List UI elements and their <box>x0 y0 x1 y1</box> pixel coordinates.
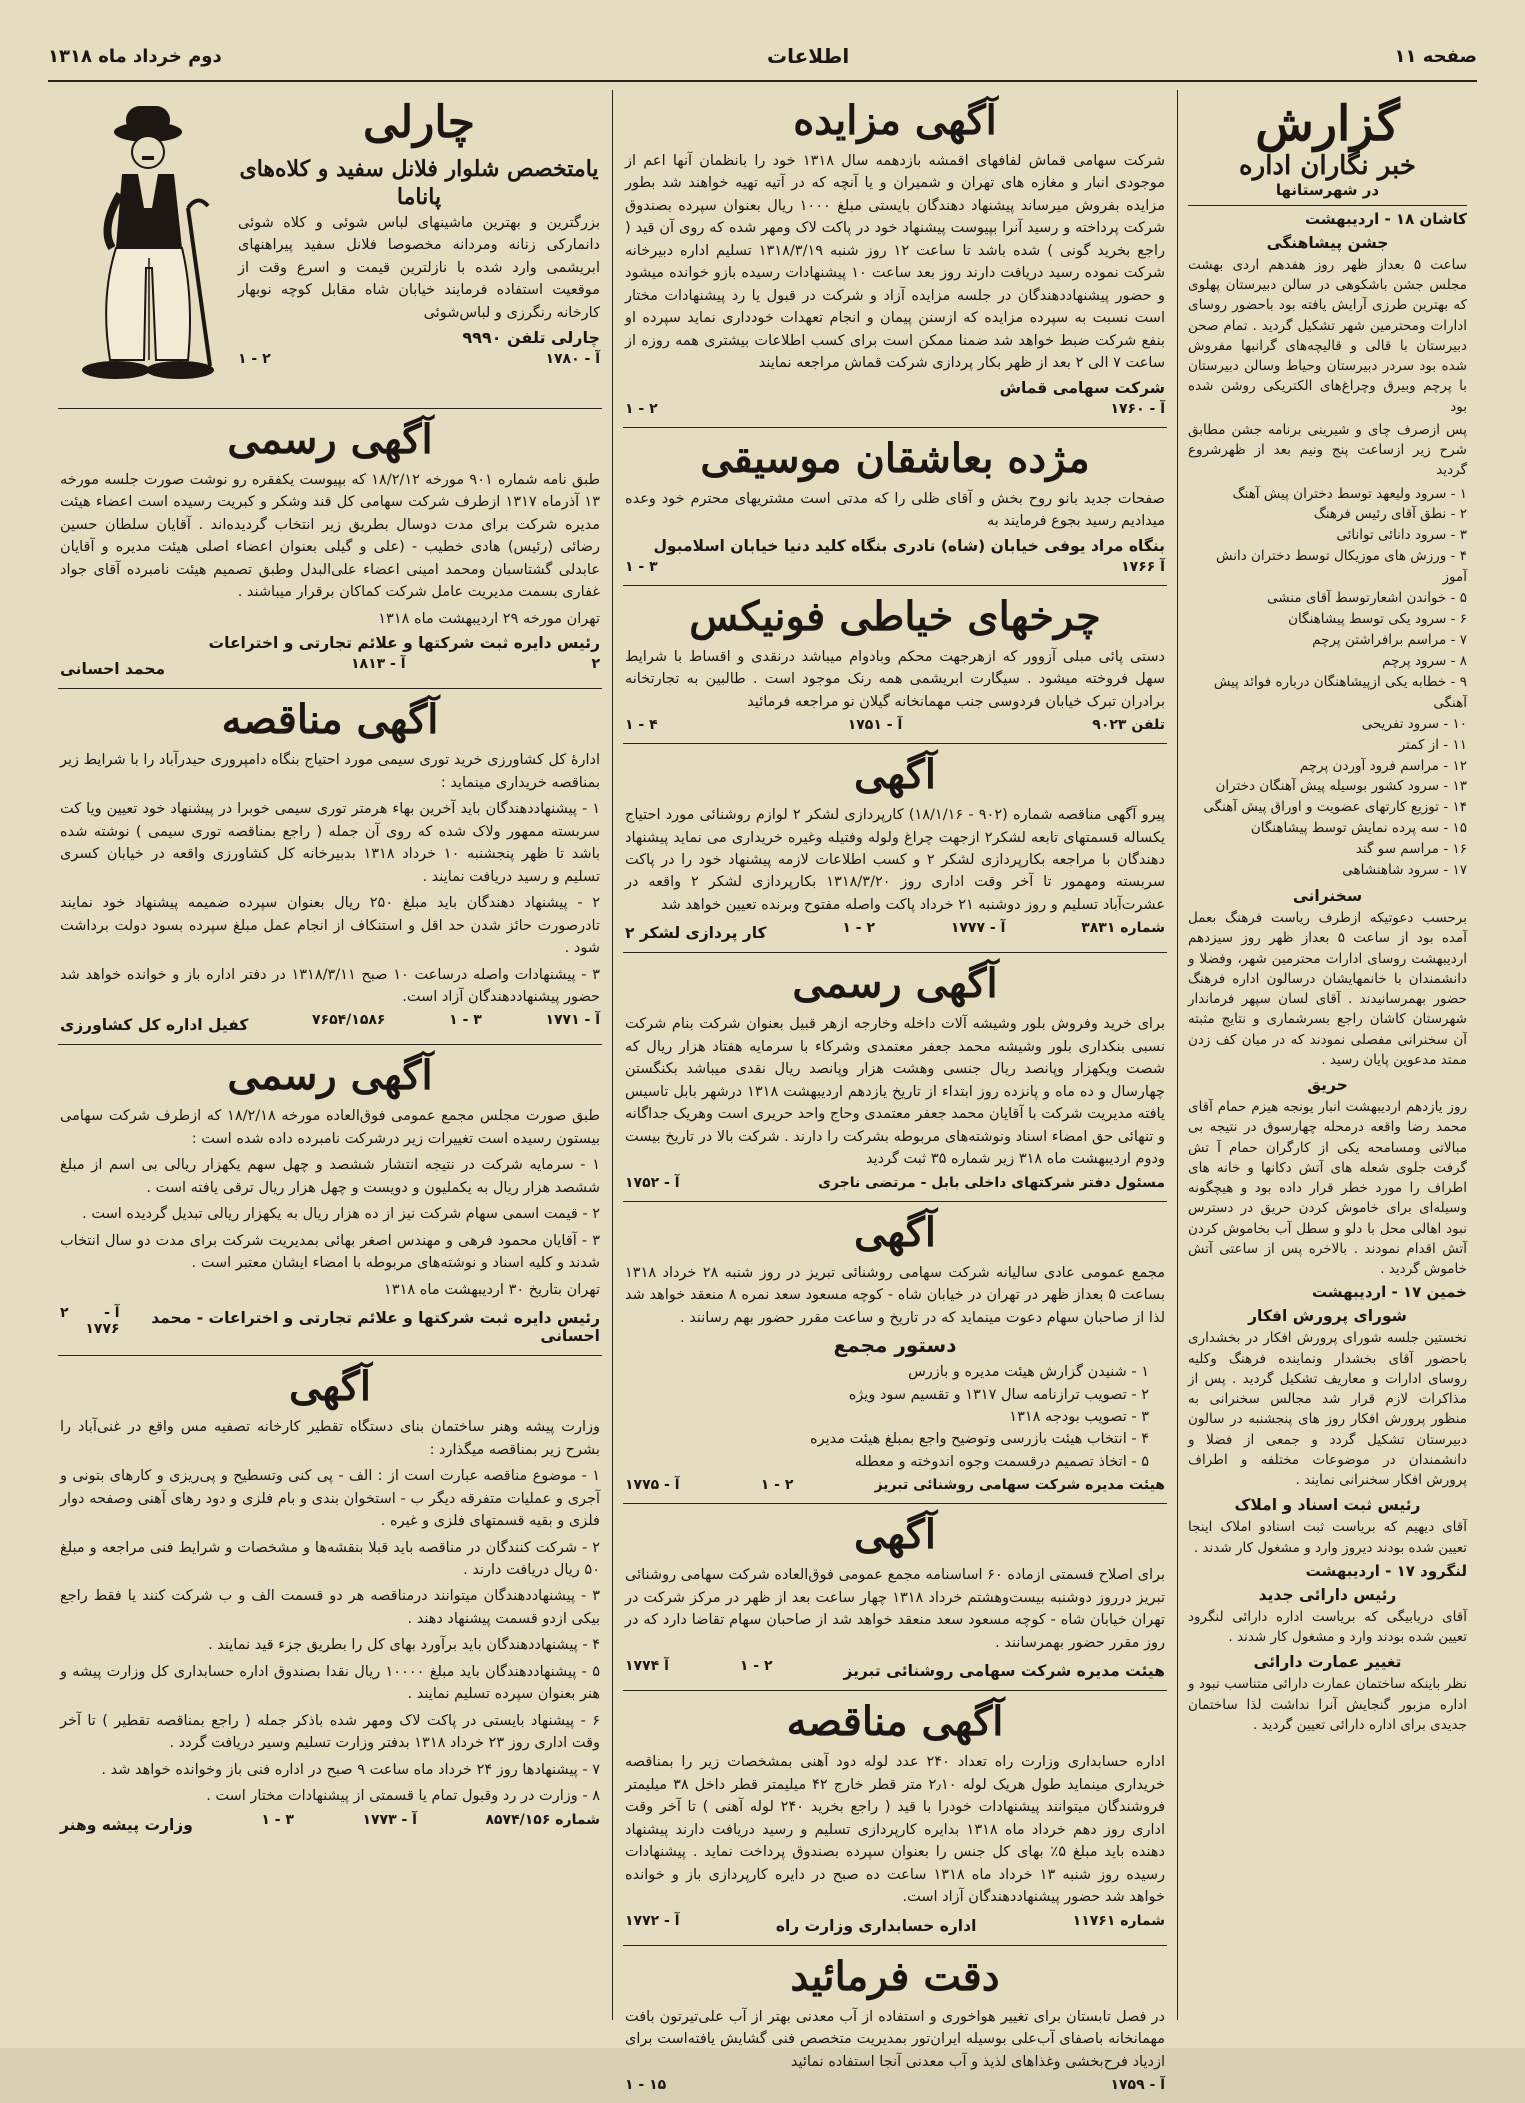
ad-text: برای اصلاح قسمتی ازماده ۶۰ اساسنامه مجمع عمومی فوق‌العاده شرکت سهامی روشنائی تبریز درروز دوشنبه بیست‌وهشتم خرداد ۱۳۱۸ چهار ساعت بعد از ظهر در مرکز شرکت در تهران خیابان شاه - کوچه مسعود سعد منعقد خواهد شد از صاحبان سهام تقاضا دارد که در روز مقرر حضور بهمرسانند . <box>625 1567 1166 1651</box>
ad-text: طبق صورت مجلس مجمع عمومی فوق‌العاده مورخه ۱۸/۲/۱۸ که ازطرف شرکت سهامی بیستون رسیده است تغییرات زیر درشرکت نامبرده داده شده است : <box>60 1108 600 1147</box>
ad-footer <box>625 1477 1165 1493</box>
registry-heading: رئیس ثبت اسناد و املاک <box>1234 1496 1421 1515</box>
ad-ref: ۷۶۵۴/۱۵۸۶ <box>312 1012 386 1029</box>
ad-text: طبق نامه شماره ۹۰۱ مورخه ۱۸/۲/۱۲ که بپیوست یکفقره رو نوشت صورت جلسه مورخه ۱۳ آذرماه ۱۳۱۷ ازطرف شرکت سهامی کل قند وشکر و کبریت رسیده است اعضاء هیئت مدیره شرکت برای مدت دوسال بطریق زیر انتخاب گردیده‌اند . آقایان سلطان حسین رضائی (رئیس) هادی خطیب - (علی و گیلی بعنوان اعضاء اصلی هیئت مدیره و آقایان عابدلی گشتاسبان ومحمد امینی اعضاء علی‌البدل وطبق تصمیم هیئت نامبرده آقای جواد غفاری بسمت مدیریت عامل شرکت کماکان برقرار میباشند . <box>60 472 600 601</box>
program-item: ۱۷ - سرود شاهنشاهی <box>1342 862 1467 879</box>
charlie-ad <box>58 90 602 409</box>
ad-date: تهران بتاریخ ۳۰ اردیبهشت ماه ۱۳۱۸ <box>384 1281 600 1298</box>
ad-title: آگهی <box>289 1363 371 1411</box>
ad-code: آ - ۱۷۷۲ <box>625 1912 680 1929</box>
ad-signature: اداره حسابداری وزارت راه <box>775 1916 977 1935</box>
program-item: ۱۳ - سرود کشور بوسیله پیش آهنگان دختران <box>1215 778 1467 795</box>
report-scope: در شهرستانها <box>1275 180 1380 199</box>
ad-signature: رئیس دایره ثبت شرکتها و علائم تجارتی و اختراعات - محمد احسانی <box>151 1309 600 1346</box>
ad-clause: ۱ - موضوع مناقصه عبارت است از : الف - پی کنی وتسطیح و پی‌ریزی و کارهای بتونی و آجری و عملیات متفرقه دیگر ب - استخوان بندی و بام فلزی و دود رهای آهنی وصفحه دوار فلزی و بقیه قسمتهای فلزی و غیره . <box>60 1468 600 1530</box>
building-text: نظر باینکه ساختمان عمارت دارائی متناسب نبود و اداره مزبور گنجایش آنرا نداشت لذا ساختمان جدیدی برای اداره دارائی تعیین گردید . <box>1188 1676 1467 1733</box>
masthead <box>48 38 1477 82</box>
ad-footer <box>625 2077 1165 2093</box>
program-list <box>1188 484 1467 882</box>
agenda-item: ۲ - تصویب ترازنامه سال ۱۳۱۷ و تقسیم سود ویژه <box>848 1386 1149 1403</box>
ad-footer <box>60 1305 600 1345</box>
ad-count: ۲ - ۱ <box>625 400 658 417</box>
program-item: ۱ - سرود ولیعهد توسط دختران پیش آهنگ <box>1232 485 1467 502</box>
ad-title: آگهی <box>854 1208 936 1256</box>
ad-footer <box>625 1658 1165 1680</box>
program-item: ۱۵ - سه پرده نمایش توسط پیشاهنگان <box>1250 820 1467 837</box>
report-column <box>1177 90 1477 2020</box>
ad-clause: ۲ - پیشنهاد دهندگان باید مبلغ ۲۵۰ ریال بعنوان سپرده ضمیمه پیشنهاد خود نمایند تادرصورت حائز شدن حد اقل و استنکاف از انجام عمل مبلغ سپرده بسود دولت برداشت شود . <box>60 895 600 957</box>
kashan-heading: جشن پیشاهنگی <box>1266 233 1389 252</box>
ad-count: ۲ - ۱ <box>842 920 876 937</box>
official-assembly-ad <box>58 1045 602 1356</box>
report-header <box>1188 90 1467 206</box>
official-ad <box>623 953 1167 1201</box>
ad-code: آ ۱۷۷۴ <box>625 1658 669 1675</box>
ad-code: آ - ۱۷۸۰ <box>545 351 600 368</box>
attention-ad <box>623 1946 1167 2103</box>
building-heading: تغییر عمارت دارائی <box>1253 1653 1402 1672</box>
ad-text: دستی پائی مبلی آزوور که ازهرجهت محکم وبادوام میباشد درنقدی و اقساط با شرایط سهل فروخته میشود . سیگارت ابریشمی همه رنک موجود است . طالبین به تجارتخانه برادران تبرک خیابان فردوسی جنب مهمانخانه گیلان نو مراجعه فرمائید <box>625 648 1165 710</box>
fire-heading: حریق <box>1307 1076 1348 1095</box>
accounting-tender-ad <box>623 1691 1167 1945</box>
ad-count: ۲ <box>60 1305 69 1322</box>
ad-text: اداره حسابداری وزارت راه تعداد ۲۴۰ عدد لوله دود آهنی بمشخصات زیر را بمناقصه خریداری مینماید طول هریک لوله ۲٫۱۰ متر قطر خارج ۴۲ میلیمتر قطر داخل ۳۸ میلیمتر فروشندگان میتوانند پیشنهادات خودرا با قید ( راجع بخرید ۲۴۰ لوله آهنی ) تا آخر وقت اداری روز دهم خرداد ماه ۱۳۱۸ بدایره کارپردازی تسلیم و رسید دریافت دارند پیشنهاد دهنده باید مبلغ ۵٪ بهای کل جنس را بعنوان سپرده بصندوق پرداخت نماید . پیشنهادات رسیده روز شنبه ۱۳ خرداد ماه ۱۳۱۸ ساعت ده صبح در دایره کارپردازی باز و خوانده خواهد شد حضور پیشنهاددهندگان آزاد است. <box>625 1754 1166 1906</box>
ad-footer <box>60 1012 600 1034</box>
ad-footer <box>625 1913 1165 1935</box>
agenda-title: دستور مجمع <box>833 1333 957 1358</box>
ad-clause: ۱ - پیشنهاددهندگان باید آخرین بهاء هرمتر توری سیمی خوبرا در پیشنهاد خود تعیین ویا کت سربسته ممهور ولاک شده که روی آن جمله ( راجع بمناقصه توری سیمی ) نوشته شده باشد تا ظهر پنجشنبه ۱۰ خرداد ۱۳۱۸ بدبیرخانه کل کشاورزی واقعه در خیابان کسری تسلیم و رسید دریافت نمایند . <box>60 801 601 885</box>
ad-count: ۳ - ۱ <box>449 1012 482 1029</box>
ad-signature: شرکت سهامی قماش <box>999 378 1165 397</box>
ad-clause: ۳ - پیشنهادات واصله درساعت ۱۰ صبح ۱۳۱۸/۳/۱۱ در دفتر اداره باز و خوانده خواهد شد حضور پیشنهاددهندگان آزاد است. <box>60 966 600 1005</box>
paper-name: اطلاعات <box>767 44 850 68</box>
registry-text: آقای دیهیم که بریاست ثبت اسنادو املاک اینجا تعیین شده بودند دیروز وارد و مشغول کار شدند . <box>1188 1519 1467 1556</box>
ad-signature: بنگاه مراد یوفی خیابان (شاه) نادری بنگاه کلید دنیا خیابان اسلامبول <box>653 536 1165 555</box>
ad-signature: هیئت مدیره شرکت سهامی روشنائی تبریز <box>843 1662 1165 1681</box>
kashan-intro: پس ازصرف چای و شیرینی برنامه جشن مطابق شرح زیر ازساعت پنج ونیم بعد از ظهرشروع گردید <box>1188 421 1467 479</box>
ad-text: در فصل تابستان برای تغییر هواخوری و استفاده از آب معدنی بهتر از آب علی‌تیرتون بافت مهمانخانه باصفای آب‌علی بوسیله ایران‌تور بمدیریت متخصص فنی گشایش یافته‌است برای ازدیاد فرح‌بخشی وغذاهای لذیذ و آب معدنی آنجا استفاده نمائید <box>625 2008 1165 2070</box>
ad-count: ۲ - ۱ <box>238 351 271 368</box>
columns <box>48 90 1477 2093</box>
langrud-dateline: لنگرود ۱۷ - اردیبهشت <box>1305 1561 1467 1580</box>
ad-title: آگهی رسمی <box>227 1052 433 1100</box>
kashan-text: ساعت ۵ بعداز ظهر روز هفدهم اردی بهشت مجلس جشن باشکوهی در سالن دبیرستان پهلوی که بهترین طرزی آرایش یافته بود باحضور روسای ادارات ومحترمین شهر تشکیل گردید . تمام صحن دبیرستان با قالی و قالیچه‌های گرانبها مفروش شده بود سردر دبیرستان وحیاط وسالن دبیرستان با پرچم وبیرق وچراغ‌های الکتریکی روشن شده بود <box>1188 256 1467 415</box>
charlie-tagline: یامتخصص شلوار فلانل سفید و کلاه‌های پاناما <box>239 155 599 211</box>
ad-clause: ۵ - پیشنهاددهندگان باید مبلغ ۱۰۰۰۰ ریال نقدا بصندوق اداره حسابداری کل وزارت پیشه و هنر بعنوان سپرده تسلیم نمایند . <box>60 1663 600 1703</box>
finance-text: آقای دریابیگی که بریاست اداره دارائی لنگرود تعیین شده بودند وارد و مشغول کار شدند . <box>1188 1608 1467 1646</box>
ad-clause: ۷ - پیشنهادها روز ۲۴ خرداد ماه ساعت ۹ صبح در اداره فنی باز وخوانده خواهد شد . <box>101 1761 600 1778</box>
report-building <box>1188 1653 1467 1735</box>
ad-code: آ - ۱۷۷۵ <box>625 1477 680 1494</box>
ministry-tender-ad <box>58 1356 602 1844</box>
ad-code: آ - ۱۷۷۷ <box>950 920 1006 937</box>
report-council <box>1188 1307 1467 1490</box>
report-speech <box>1188 887 1467 1070</box>
council-text: نخستین جلسه شورای پرورش افکار در بخشداری باحضور آقای بخشدار ونماینده فرهنگ وکلیه روسای ادارات و معاریف تشکیل گردید . پس از مذاکرات لازم قرار شد مجالس سخنرانی به منظور پرورش افکار روز های پنجشنبه در سالون دبیرستان تشکیل گردد و جمعی از فضلا و دانشمندان در موضوعات مختلفه و اطراف پرورش افکار سخنرانی نمایند . <box>1188 1330 1467 1489</box>
ad-count: ۳ - ۱ <box>261 1811 294 1828</box>
middle-column <box>612 90 1177 2093</box>
kashan-dateline: کاشان ۱۸ - اردیبهشت <box>1304 209 1467 228</box>
ad-footer <box>60 656 600 678</box>
ad-title: دقت فرمائید <box>790 1952 1000 2000</box>
ad-phone: تلفن ۹۰۲۳ <box>1092 717 1165 734</box>
program-item: ۱۱ - از کمتر <box>1398 736 1467 753</box>
tabriz-meeting-ad <box>623 1202 1167 1505</box>
ad-footer <box>625 1175 1165 1191</box>
program-item: ۲ - نطق آقای رئیس فرهنگ <box>1313 506 1467 523</box>
ad-code: آ - ۱۷۶۰ <box>1110 400 1165 417</box>
program-item: ۱۰ - سرود تفریحی <box>1361 715 1467 732</box>
report-registry <box>1188 1496 1467 1580</box>
program-item: ۳ - سرود دانائی توانائی <box>1336 527 1467 544</box>
charlie-text-block <box>238 98 600 367</box>
ad-count: ۳ - ۱ <box>625 558 658 575</box>
ad-signature: کفیل اداره کل کشاورزی <box>60 1016 249 1035</box>
ad-title: آگهی رسمی <box>227 416 433 463</box>
agenda-item: ۵ - اتخاذ تصمیم درقسمت وجوه اندوخته و معطله <box>854 1453 1149 1470</box>
charlie-phone: چارلی تلفن ۹۹۹۰ <box>462 328 600 348</box>
charlie-chaplin-illustration <box>60 98 230 398</box>
ad-clause: ۸ - وزارت در رد وقبول تمام یا قسمتی از پیشنهادات مختار است . <box>206 1788 600 1805</box>
program-item: ۱۶ - مراسم سو گند <box>1355 841 1467 858</box>
ad-count: ۲ - ۱ <box>739 1658 773 1675</box>
ad-title: مژده بعاشقان موسیقی <box>700 434 1090 482</box>
council-heading: شورای پرورش افکار <box>1248 1307 1407 1326</box>
ad-text: پیرو آگهی مناقصه شماره (۹۰۲ - ۱۸/۱/۱۶) کارپردازی لشکر ۲ لوازم روشنائی مورد احتیاج یکساله قسمتهای تابعه لشکر۲ ازجهت چراغ ولوله وفتیله وغیره خریداری می نماید پیشنهاد دهندگان با مراجعه بکارپردازی لشکر ۲ و کسب اطلاعات لازمه پیشنهاد خود را در پاکت سربسته ومهمور تا آخر وقت اداری روز ۱۳۱۸/۳/۲۰ بکارپردازی لشکر ۲ واقعه در عشرت‌آباد تسلیم و روز دوشنبه ۲۱ خرداد پاکت واصله مفتوح وبرنده تعیین خواهد شد <box>625 807 1165 913</box>
agri-tender-ad <box>58 689 602 1045</box>
ad-ref: شماره ۱۱۷۶۱ <box>1072 1912 1165 1929</box>
finance-heading: رئیس دارائی جدید <box>1258 1585 1397 1604</box>
ad-clause: ۴ - پیشنهاددهندگان باید برآورد بهای کل را بطریق جزء قید نمایند . <box>208 1637 600 1654</box>
ad-code: آ - ۱۷۵۲ <box>625 1174 680 1191</box>
ad-ref: شماره ۳۸۳۱ <box>1081 920 1165 937</box>
ad-clause: ۳ - آقایان محمود فرهی و مهندس اصغر بهائی بمدیریت شرکت برای مدت دو سال انتخاب شدند و کلیه اسناد و نوشته‌های مربوطه با امضاء ایشان معتبر است . <box>60 1232 600 1272</box>
ad-title: آگهی مناقصه <box>786 1698 1004 1746</box>
report-subtitle: خبر نگاران اداره <box>1239 150 1416 181</box>
program-item: ۵ - خواندن اشعارتوسط آقای منشی <box>1267 590 1467 607</box>
page-number: صفحه ۱۱ <box>1394 45 1477 67</box>
ad-count: ۲ <box>591 656 600 673</box>
agenda-item: ۱ - شنیدن گزارش هیئت مدیره و بازرس <box>908 1364 1149 1381</box>
agenda-item: ۴ - انتخاب هیئت بازرسی وتوضیح واجع بمبلغ هیئت مدیره <box>810 1431 1149 1448</box>
ad-footer <box>238 351 600 367</box>
speech-heading: سخنرانی <box>1292 887 1363 906</box>
army-notice-ad <box>623 744 1167 953</box>
ad-code: آ - ۱۷۷۶ <box>85 1305 120 1338</box>
ad-title: آگهی مزایده <box>793 97 997 144</box>
ad-footer <box>625 559 1165 575</box>
ad-code: آ - ۱۷۷۱ <box>545 1012 600 1029</box>
ad-clause: ۲ - شرکت کنندگان در مناقصه باید قبلا بنقشه‌ها و مشخصات و شرایط فنی مراجعه و مبلغ ۵۰ ریال دریافت دارند . <box>60 1539 600 1578</box>
ad-signature: وزارت پیشه وهنر <box>60 1815 193 1834</box>
ad-text: ادارهٔ کل کشاورزی خرید توری سیمی مورد احتیاج بنگاه دامپروری حیدرآباد را با شرایط زیر بمناقصه خریداری مینماید : <box>60 752 600 791</box>
ad-code: آ - ۱۷۵۹ <box>1110 2076 1165 2093</box>
auction-ad <box>623 90 1167 428</box>
program-item: ۴ - ورزش های موزیکال توسط دختران دانش آموز <box>1215 548 1467 586</box>
ad-signature: کار پردازی لشکر ۲ <box>625 924 767 943</box>
program-item: ۱۲ - مراسم فرود آوردن پرچم <box>1299 757 1467 774</box>
ad-text: وزارت پیشه وهنر ساختمان بنای دستگاه تقطیر کارخانه تصفیه مس واقع در غنی‌آباد را بشرح زیر بمناقصه میگذارد : <box>60 1419 600 1458</box>
phoenix-ad <box>623 586 1167 744</box>
ad-clause: ۶ - پیشنهاد بایستی در پاکت لاک ومهر شده باذکر جمله ( راجع بمناقصه تقطیر ) تا آخر وقت اداری روز ۲۳ خرداد ۱۳۱۸ بدفتر وزارت تسلیم وسیر دریافت گردد . <box>60 1712 600 1752</box>
tabriz-extra-ad <box>623 1504 1167 1691</box>
ad-ref: شماره ۸۵۷۴/۱۵۶ <box>485 1811 600 1828</box>
music-ad <box>623 428 1167 586</box>
program-item: ۱۴ - توزیع کارتهای عضویت و اوراق پیش آهنگی <box>1203 799 1467 816</box>
ad-title: آگهی <box>854 751 936 799</box>
ad-text: برای خرید وفروش بلور وشیشه آلات داخله وخارجه ازهر قبیل بعنوان شرکت بنام شرکت نسبی بنکداری بلور وشیشه محمد جعفر معتمدی وشرکاء با سرمایه هفتاد هزار ریال که شصت ویکهزار وپانصد ریال جنسی وهشت هزار وپانصد ریال نقدی میباشد بکنگستن چهارسال و ده ماه و پانزده روز ابتداء از تاریخ یازدهم اردیبهشت ۱۳۱۸ درشهر بابل تاسیس یافته مدیریت شرکت با آقایان محمد جعفر معتمدی وحاج واحد حریری است وهریک جداگانه و تنهائی حق امضاء اسناد ونوشته‌های مربوطه بشرکت را دارند . شرکت بالا در تاریخ بیست ودوم اردیبهشت ماه ۳۱۸ زیر شماره ۳۵ ثبت گردید <box>625 1016 1165 1168</box>
ad-title: آگهی رسمی <box>792 960 998 1008</box>
ad-count: ۱۵ - ۱ <box>625 2076 667 2093</box>
ad-clause: ۲ - قیمت اسمی سهام شرکت نیز از ده هزار ریال به یکهزار ریالی تبدیل گردیده است . <box>82 1206 600 1223</box>
ad-text: مجمع عمومی عادی سالیانه شرکت سهامی روشنائی تبریز در روز شنبه ۲۸ خرداد ۱۳۱۸ بساعت ۵ بعداز ظهر در تهران در خیابان شاه - کوچه مسعود سعد نمره ۸ منعقد خواهد شد لذا از صاحبان سهام دعوت مینماید که در تاریخ و ساعت مقرر حضور بهم رسانند . <box>625 1264 1165 1326</box>
ad-code: آ - ۱۸۱۳ <box>351 656 406 673</box>
ad-text: بزرگترین و بهترین ماشینهای لباس شوئی و کلاه شوئی دانمارکی زنانه ومردانه مخصوصا فلانل سفید پیراهنهای ابریشمی وارد شده با نازلترین قیمت و اسرع وقت از موقعیت استفاده فرمایند خیابان شاه مقابل کوچه نوبهار کارخانه رنگرزی و لباس‌شوئی <box>238 214 600 321</box>
ad-count: ۲ - ۱ <box>760 1477 794 1494</box>
ad-clause: ۳ - پیشنهاددهندگان میتوانند درمناقصه هر دو قسمت الف و ب شرکت کنند یا فقط راجع بیکی ازدو قسمت پیشنهاد دهند . <box>60 1588 600 1627</box>
ad-text: شرکت سهامی قماش لفافهای اقمشه بازدهمه سال ۱۳۱۸ خود را بانظمان آنها اعم از موجودی انبار و مغازه های تهران و شمیران و یا آنچه که در آتیه تهیه خواهند شد بطور مزایده بفروش میرساند پیشنهاد دهندگان بایستی مبلغ ۱۰۰۰ ریال بعنوان سپرده بصندوق شرکت پرداخته و رسید آنرا بپیوست پیشنهاد خود در پاکت لاک ومهر شده که روی آن قید ( راجع بخرید گونی ) شده باشد تا ساعت ۱۲ روز شنبه ۱۳۱۸/۳/۱۹ تسلیم اداره دبیرخانه شرکت نموده رسید دریافت دارند روز بعد ساعت ۱۰ پیشنهادات رسیده بازو خوانده میشود و حضور پیشنهاددهندگان در جلسه مزایده آزاد و شرکت در قبول یا رد پیشنهادات مختار است نسبت به سپرده مزایده که ازسنن پیمان و انجام تعهدات خودداری نماید سپرده او بنفع شرکت ضبط خواهد شد ضمنا ممکن است برای کسب اطلاعات بیشتری همه روزه از ساعت ۷ الی ۲ بعد از ظهر بکار پردازی شرکت قماش مراجعه نمایند <box>625 153 1166 372</box>
report-kashan <box>1188 210 1467 881</box>
ad-clause: ۱ - سرمایه شرکت در نتیجه انتشار ششصد و چهل سهم یکهزار ریالی بی اسم از مبلغ ششصد هزار ریال به یکملیون و دویست و چهل هزار ریال ترقی یافته است . <box>60 1157 600 1196</box>
report-finance <box>1188 1586 1467 1648</box>
report-fire <box>1188 1076 1467 1301</box>
ad-date: تهران مورخه ۲۹ اردیبهشت ماه ۱۳۱۸ <box>378 610 600 627</box>
ad-code: آ - ۱۷۵۱ <box>847 717 903 734</box>
program-item: ۹ - خطابه یکی ازپیشاهنگان درباره فوائد پیش آهنگی <box>1213 673 1467 711</box>
ad-title: چارلی <box>363 97 475 148</box>
ad-signature: هیئت مدیره شرکت سهامی روشنائی تبریز <box>874 1477 1165 1494</box>
ad-code: آ - ۱۷۷۳ <box>362 1811 417 1828</box>
khomein-dateline: خمین ۱۷ - اردیبهشت <box>1312 1283 1467 1302</box>
ad-footer <box>625 401 1165 417</box>
program-item: ۸ - سرود پرچم <box>1382 652 1467 669</box>
ad-footer <box>625 717 1165 733</box>
ad-text: صفحات جدید بانو روح بخش و آقای ظلی را که مدتی است مشتریهای محترم خود وعده میدادیم رسید بجوع فرمایند به <box>625 490 1165 530</box>
program-item: ۶ - سرود یکی توسط پیشاهنگان <box>1288 611 1467 628</box>
ad-title: آگهی مناقصه <box>221 696 439 744</box>
ad-title: آگهی <box>854 1511 936 1559</box>
agenda-item: ۳ - تصویب بودجه ۱۳۱۸ <box>1009 1409 1149 1425</box>
ad-footer <box>625 920 1165 942</box>
program-item: ۷ - مراسم برافراشتن پرچم <box>1312 632 1467 648</box>
official-qand-ad <box>58 409 602 689</box>
ad-signer-name: محمد احسانی <box>60 660 166 679</box>
issue-date: دوم خرداد ماه ۱۳۱۸ <box>48 45 222 67</box>
ad-signature: رئیس دایره ثبت شرکتها و علائم تجارتی و اختراعات <box>208 634 600 653</box>
fire-text: روز یازدهم اردیبهشت انبار یونجه هیزم حمام آقای محمد رضا واقعه درمحله چهارسوق در نتیجه بی مبالاتی ومسامحه یکی از کارگران حمام آ تش گرفت جلوی شعله های آتش دکانها و خانه های اطراف را مورد خطر قرار داده بود و هیچگونه وسیله‌ای برای خاموش کردن حریق در دسترس نبود اهالی محل با دلو و سطل آب بخاموش کردن آتش اقدام نمودند . بالاخره پس از ساعتی آتش خاموش گردید . <box>1188 1099 1467 1278</box>
left-column <box>48 90 612 2020</box>
ad-title: چرخهای خیاطی فونیکس <box>689 592 1101 640</box>
ad-code: آ ۱۷۶۶ <box>1121 558 1165 575</box>
agenda-list <box>625 1361 1165 1473</box>
ad-signature: مسئول دفتر شرکتهای داخلی بابل - مرتضی ناجری <box>818 1174 1165 1191</box>
report-title: گزارش <box>1255 96 1400 152</box>
speech-text: برحسب دعوتیکه ازطرف ریاست فرهنگ بعمل آمده بود از ساعت ۵ بعداز ظهر روز سیزدهم اردیبهشت روسای ادارات محترمین شهر، وفضلا و دانشمندان با خانمهایشان درسالون اداره فرهنگ حضور بهمرسانیدند . آقای لسان سپهر فرماندار شهرستان کاشان راجع بسرشماری و نتایج مثبته آن سخنرانی مفصلی نمودند که در میان کف زدن ممتد مدعوین پایان رسید . <box>1188 910 1468 1068</box>
ad-count: ۴ - ۱ <box>625 717 658 734</box>
ad-footer <box>60 1812 600 1834</box>
